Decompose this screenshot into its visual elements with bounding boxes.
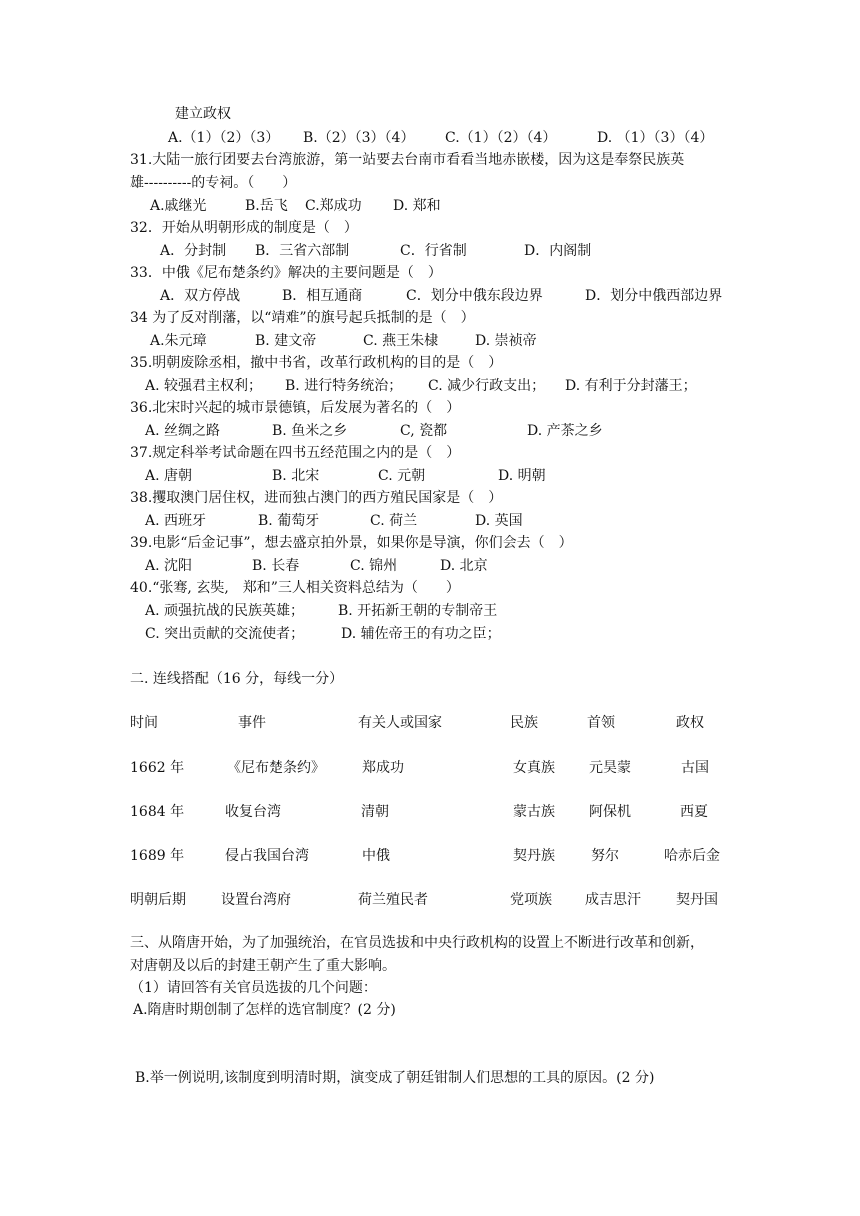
q31-option-b: B.岳飞	[245, 198, 288, 214]
q34-option-a: A.朱元璋	[150, 333, 207, 349]
q37-option-d: D. 明朝	[498, 468, 546, 484]
table-cell: 蒙古族	[513, 804, 555, 820]
table-cell: 元昊蒙	[589, 760, 631, 776]
table-cell: 收复台湾	[225, 804, 281, 820]
q32-question: 32．开始从明朝形成的制度是（ ）	[130, 220, 358, 236]
q30-option-d: D. （1）（3）（4）	[597, 130, 714, 146]
table-cell: 党项族	[510, 892, 552, 908]
q35-option-d: D. 有利于分封藩王；	[565, 378, 697, 394]
table-cell: 设置台湾府	[221, 892, 291, 908]
section3-intro-line1: 三、从隋唐开始，为了加强统治，在官员选拔和中央行政机构的设置上不断进行改革和创新，	[130, 935, 704, 951]
table-header-event: 事件	[238, 715, 266, 731]
table-header-person: 有关人或国家	[358, 715, 442, 731]
q30-option-a: A.（1）（2）（3）	[168, 130, 280, 146]
q35-option-a: A. 较强君主权利；	[145, 378, 263, 394]
q37-question: 37.规定科举考试命题在四书五经范围之内的是（ ）	[130, 445, 461, 461]
q36-option-a: A. 丝绸之路	[145, 423, 221, 439]
table-cell: 清朝	[361, 804, 389, 820]
q36-option-b: B. 鱼米之乡	[272, 423, 348, 439]
q38-question: 38.攫取澳门居住权，进而独占澳门的西方殖民国家是（ ）	[130, 490, 503, 506]
q40-question: 40.“张骞, 玄奘, 郑和”三人相关资料总结为（ ）	[130, 580, 460, 596]
q36-option-d: D. 产茶之乡	[527, 423, 603, 439]
q38-option-c: C. 荷兰	[370, 513, 418, 529]
section2-title: 二. 连线搭配（16 分，每线一分）	[130, 671, 344, 687]
q34-option-b: B. 建文帝	[255, 333, 317, 349]
table-cell: 侵占我国台湾	[225, 848, 309, 864]
q35-option-c: C. 减少行政支出；	[428, 378, 546, 394]
q31-option-c: C.郑成功	[305, 198, 362, 214]
q31-question-line2: 雄----------的专祠。（ ）	[130, 175, 297, 191]
table-cell: 西夏	[680, 804, 708, 820]
q30-option-b: B.（2）（3）（4）	[303, 130, 415, 146]
q31-option-d: D. 郑和	[393, 198, 441, 214]
q35-question: 35.明朝废除丞相，撤中书省，改革行政机构的目的是（ ）	[130, 355, 503, 371]
q32-option-a: A．分封制	[160, 243, 227, 259]
table-cell: 1689 年	[130, 848, 185, 864]
q36-option-c: C, 瓷都	[400, 423, 448, 439]
table-cell: 1684 年	[130, 804, 185, 820]
q34-question: 34 为了反对削藩，以“靖难”的旗号起兵抵制的是（ ）	[130, 310, 475, 326]
q30-tail: 建立政权	[175, 106, 231, 122]
q40-option-c: C. 突出贡献的交流使者；	[145, 626, 305, 642]
table-cell: 郑成功	[362, 760, 404, 776]
q31-question-line1: 31.大陆一旅行团要去台湾旅游，第一站要去台南市看看当地赤嵌楼，因为这是奉祭民族英	[130, 152, 685, 168]
q40-option-a: A. 顽强抗战的民族英雄；	[145, 603, 305, 619]
q34-option-c: C. 燕王朱棣	[363, 333, 439, 349]
q39-option-c: C. 锦州	[350, 558, 398, 574]
table-cell: 契丹国	[676, 892, 718, 908]
q31-option-a: A.戚继光	[150, 198, 207, 214]
q37-option-b: B. 北宋	[272, 468, 320, 484]
q39-question: 39.电影“后金记事”，想去盛京拍外景，如果你是导演，你们会去（ ）	[130, 535, 573, 551]
section3-question-a: A.隋唐时期创制了怎样的选官制度？(2 分)	[133, 1002, 396, 1018]
q40-option-d: D. 辅佐帝王的有功之臣；	[341, 626, 501, 642]
section3-intro-line2: 对唐朝及以后的封建王朝产生了重大影响。	[130, 958, 396, 974]
table-cell: 荷兰殖民者	[358, 892, 428, 908]
q33-option-c: C．划分中俄东段边界	[406, 288, 543, 304]
q39-option-a: A. 沈阳	[145, 558, 193, 574]
q37-option-c: C. 元朝	[378, 468, 426, 484]
table-header-leader: 首领	[587, 715, 615, 731]
table-cell: 《尼布楚条约》	[227, 760, 325, 776]
q38-option-d: D. 英国	[475, 513, 523, 529]
section3-subquestion: （1）请回答有关官员选拔的几个问题：	[130, 980, 377, 996]
table-cell: 古国	[681, 760, 709, 776]
q36-question: 36.北宋时兴起的城市景德镇，后发展为著名的（ ）	[130, 400, 461, 416]
table-cell: 中俄	[362, 848, 390, 864]
q33-option-a: A．双方停战	[160, 288, 241, 304]
table-header-regime: 政权	[676, 715, 704, 731]
q32-option-d: D．内阁制	[524, 243, 592, 259]
q32-option-c: C．行省制	[400, 243, 467, 259]
q38-option-a: A. 西班牙	[145, 513, 207, 529]
table-header-time: 时间	[130, 715, 158, 731]
q39-option-b: B. 长春	[252, 558, 300, 574]
table-cell: 女真族	[513, 760, 555, 776]
q39-option-d: D. 北京	[440, 558, 488, 574]
table-cell: 明朝后期	[130, 892, 186, 908]
table-cell: 契丹族	[513, 848, 555, 864]
table-cell: 阿保机	[589, 804, 631, 820]
q32-option-b: B．三省六部制	[255, 243, 350, 259]
q33-option-b: B．相互通商	[282, 288, 363, 304]
table-cell: 成吉思汗	[585, 892, 641, 908]
q33-question: 33．中俄《尼布楚条约》解决的主要问题是（ ）	[130, 265, 442, 281]
table-cell: 哈赤后金	[664, 848, 720, 864]
q37-option-a: A. 唐朝	[145, 468, 193, 484]
section3-question-b: B.举一例说明,该制度到明清时期，演变成了朝廷钳制人们思想的工具的原因。(2 分)	[135, 1070, 655, 1086]
q38-option-b: B. 葡萄牙	[258, 513, 320, 529]
table-cell: 1662 年	[130, 760, 185, 776]
q30-option-c: C.（1）（2）（4）	[445, 130, 557, 146]
table-header-ethnicity: 民族	[510, 715, 538, 731]
q34-option-d: D. 崇祯帝	[475, 333, 537, 349]
q35-option-b: B. 进行特务统治；	[285, 378, 403, 394]
table-cell: 努尔	[591, 848, 619, 864]
q40-option-b: B. 开拓新王朝的专制帝王	[338, 603, 498, 619]
q33-option-d: D．划分中俄西部边界	[585, 288, 723, 304]
